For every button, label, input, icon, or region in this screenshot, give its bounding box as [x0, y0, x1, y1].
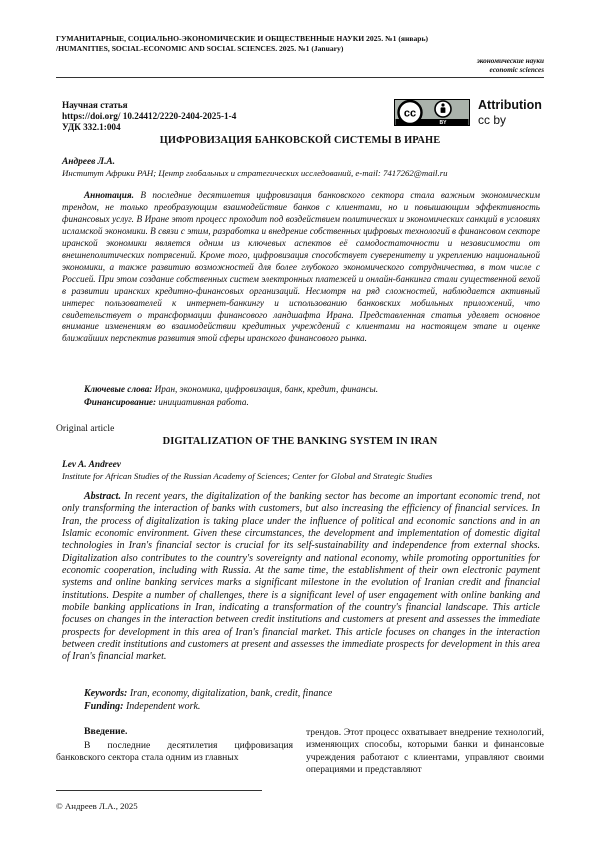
keywords-text-en: Iran, economy, digitalization, bank, credit, finance [129, 688, 333, 699]
author-en: Lev A. Andreev [62, 460, 121, 470]
article-type-en: Original article [56, 423, 115, 434]
keywords-en [84, 688, 332, 700]
keywords-label-ru: Ключевые слова: [84, 384, 153, 394]
doi-link[interactable]: https://doi.org/ 10.24412/2220-2404-2025-1-4 [62, 111, 237, 121]
license-label [478, 98, 542, 128]
svg-text:BY: BY [439, 120, 447, 126]
title-ru: ЦИФРОВИЗАЦИЯ БАНКОВСКОЙ СИСТЕМЫ В ИРАНЕ [159, 135, 441, 146]
intro-heading: Введение. [84, 726, 128, 737]
udc-code: УДК 332.1:004 [62, 122, 121, 132]
copyright: © Андреев Л.А., 2025 [56, 801, 138, 811]
abstract-text-ru: В последние десятилетия цифровизация банковского сектора стала важным экономическим трендом, не только преобразующим взаимодействие банков с клиентами, но и повышающим эффективность финансовых услуг. В Иране этот процесс проходит под воздействием политических и экономических санкций в условиях исламской экономики. В связи с этим, разработка и внедрение собственных цифровых технологий в финансовом секторе иранской экономики является одним из ключевых аспектов её самодостаточности и независимости от внешнеполитических потрясений. Кроме того, цифровизация способствует суверенитету и укреплению национальной экономики, а также развитию возможностей для более глубокого экономического сотрудничества, в том числе с Россией. При этом создание собственных систем электронных платежей и онлайн-банкинга стали существенной вехой в развитии иранских кредитно-финансовых организаций. Несмотря на ряд сложностей, наблюдается активный интерес пользователей к интернет-банкингу и использованию банковских мобильных приложений, что свидетельствует о трансформации финансового ландшафта Ирана. Представленная статья уделяет основное внимание изменениям во взаимодействии кредитных учреждений с клиентами на настоящем этапе и оценке ближайших перспектив развития этой сферы иранского финансового рынка. [62, 190, 541, 344]
funding-ru [84, 397, 249, 409]
affiliation-ru: Институт Африки РАН; Центр глобальных и стратегических исследований, e-mail: 7417262@mail.ru [62, 168, 448, 178]
funding-label-en: Funding: [84, 701, 124, 712]
journal-title-en: /HUMANITIES, SOCIAL-ECONOMIC AND SOCIAL SCIENCES. 2025. №1 (January) [56, 44, 344, 53]
keywords-label-en: Keywords: [84, 688, 128, 699]
abstract-label-ru: Аннотация. [84, 190, 134, 200]
funding-text-en: Independent work. [125, 701, 201, 712]
cc-logo-text: cc [403, 107, 417, 120]
keywords-text-ru: Иран, экономика, цифровизация, банк, кредит, финансы. [154, 384, 378, 394]
affiliation-en: Institute for African Studies of the Russian Academy of Sciences; Center for Global and Strategic Studies [62, 471, 433, 481]
license-attribution: Attribution [478, 98, 542, 112]
title-en: DIGITALIZATION OF THE BANKING SYSTEM IN IRAN [162, 436, 438, 447]
cc-by-license-icon[interactable] [394, 99, 470, 126]
keywords-ru [84, 384, 378, 396]
body-column-1: В последние десятилетия цифровизация банковского сектора стала одним из главных [56, 740, 293, 764]
section-en: economic sciences [489, 66, 544, 74]
abstract-label-en: Abstract. [84, 491, 121, 502]
author-ru: Андреев Л.А. [62, 157, 116, 167]
abstract-en [62, 491, 540, 664]
funding-en [84, 701, 200, 713]
header-rule [56, 77, 544, 78]
body-column-2: трендов. Этот процесс охватывает внедрение технологий, изменяющих способы, которыми банки и финансовые учреждения работают с клиентами, управляют своими операциями и представляют [306, 727, 544, 776]
abstract-ru [62, 190, 540, 345]
article-type: Научная статья [62, 100, 128, 110]
abstract-text-en: In recent years, the digitalization of the banking sector has become an important economic trend, not only transforming the interaction of banks with customers, but also increasing the efficiency of financial services. In Iran, the process of digitalization is taking place under the influence of political and economic sanctions and in an Islamic economic environment. Given these circumstances, the development and implementation of domestic digital technologies in Iran's financial sector is crucial for its self-sustainability and independence from external shocks. Digitalization also contributes to the country's sovereignty and national economy, while promoting opportunities for economic cooperation, including with Russia. At the same time, the establishment of their own electronic payment systems and online banking services marks a significant milestone in the evolution of Iranian credit and financial institutions. Despite a number of challenges, there is a significant level of user engagement with online banking and mobile banking applications in Iran, indicating a transformation of the country's financial landscape. This article focuses on changes in the interaction between credit institutions and customers at present and assesses the immediate prospects for development in this area of Iran's financial market. This article focuses on changes in the interaction between credit institutions and customers at present and assesses the immediate prospects for development in this area of Iran's financial market. [62, 491, 541, 663]
license-short: cc by [478, 113, 507, 127]
section-ru: экономические науки [476, 57, 544, 65]
journal-title-ru: ГУМАНИТАРНЫЕ, СОЦИАЛЬНО-ЭКОНОМИЧЕСКИЕ И ОБЩЕСТВЕННЫЕ НАУКИ 2025. №1 (январь) [56, 34, 429, 43]
footnote-rule [56, 790, 262, 791]
funding-text-ru: инициативная работа. [158, 397, 249, 407]
funding-label-ru: Финансирование: [84, 397, 157, 407]
